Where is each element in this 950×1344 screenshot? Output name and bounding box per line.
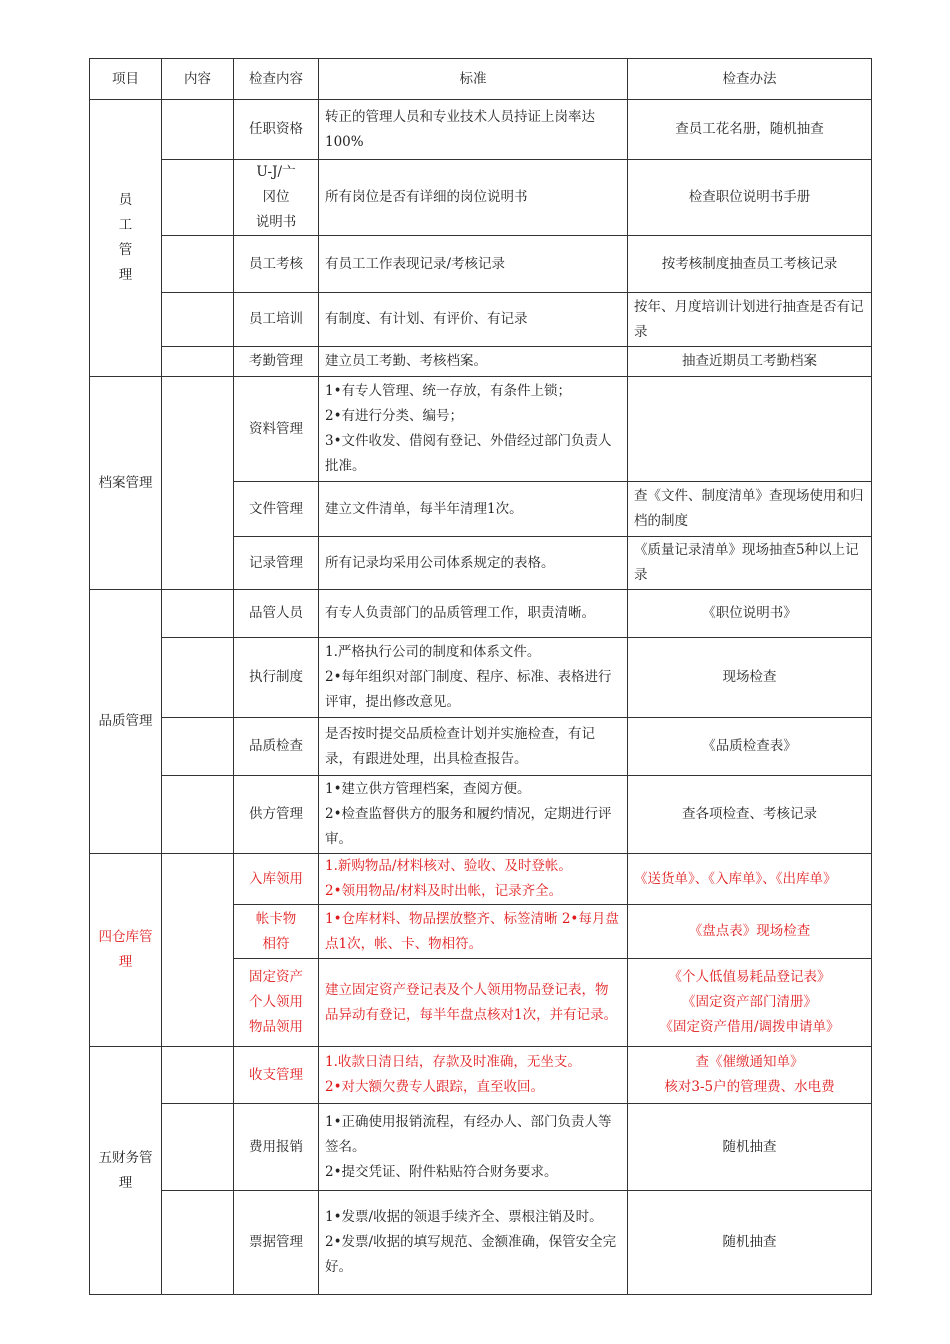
check-item — [234, 1191, 319, 1295]
check-item — [234, 854, 319, 905]
text-line: 冈位 — [262, 189, 290, 205]
content-cell — [162, 377, 234, 590]
check-item — [234, 537, 319, 590]
table-row — [90, 1191, 872, 1295]
text-line: 《职位说明书》 — [702, 605, 797, 621]
standard-cell — [319, 160, 628, 236]
method-cell — [628, 377, 872, 482]
text-line: 收支管理 — [249, 1066, 303, 1083]
text-line: 随机抽查 — [722, 1138, 777, 1155]
text-line: 2•对大额欠费专人跟踪，直至收回。 — [325, 1079, 545, 1095]
check-item — [234, 638, 319, 718]
standard-cell — [319, 1047, 628, 1104]
text-line: 员工培训 — [249, 311, 303, 327]
method-cell — [628, 905, 872, 959]
method-cell — [628, 959, 872, 1047]
method-cell — [628, 590, 872, 638]
table-row — [90, 293, 872, 347]
text-line: 1•发票/收据的领退手续齐全、票根注销及时。 — [325, 1209, 603, 1225]
text-line: 2•领用物品/材料及时出帐，记录齐全。 — [325, 883, 563, 899]
method-cell — [628, 1047, 872, 1104]
check-item — [234, 347, 319, 377]
table-row — [90, 854, 872, 905]
check-item — [234, 959, 319, 1047]
method-cell — [628, 293, 872, 347]
text-line: 所有记录均采用公司体系规定的表格。 — [325, 554, 555, 571]
text-line: 帐卡物 — [255, 910, 297, 927]
standard-cell — [319, 537, 628, 590]
text-line: 品管人员 — [249, 605, 303, 621]
text-line: 建立固定资产登记表及个人领用物品登记表，物品异动有登记，每半年盘点核对1次，并有记录。 — [325, 981, 618, 1023]
text-line: 资料管理 — [249, 420, 303, 437]
table-body — [90, 100, 872, 1295]
content-cell — [162, 293, 234, 347]
method-cell — [628, 537, 872, 590]
check-item — [234, 905, 319, 959]
text-line: 建立员工考勤、考核档案。 — [325, 353, 487, 369]
text-line: 档案管理 — [98, 474, 153, 491]
standard-cell — [319, 590, 628, 638]
text-line: 所有岗位是否有详细的岗位说明书 — [325, 189, 528, 205]
inspection-table — [89, 58, 872, 1295]
table-row — [90, 1047, 872, 1104]
text-line: 票据管理 — [249, 1234, 303, 1250]
text-line: 检查职位说明书手册 — [688, 189, 811, 205]
content-cell — [162, 160, 234, 236]
text-line: 物品领用 — [249, 1019, 303, 1035]
text-line: 查《文件、制度清单》查现场使用和归档的制度 — [634, 488, 864, 529]
standard-cell — [319, 854, 628, 905]
method-cell — [628, 776, 872, 854]
text-line: 四仓库管 — [98, 929, 153, 945]
text-line: 执行制度 — [249, 669, 303, 685]
standard-cell — [319, 377, 628, 482]
header-standard: 标准 — [319, 59, 628, 100]
standard-cell — [319, 293, 628, 347]
text-line: 1.收款日清日结，存款及时准确，无坐支。 — [325, 1054, 581, 1070]
text-line: 品质管理 — [98, 713, 153, 729]
text-line: 考勤管理 — [249, 353, 303, 369]
table-row — [90, 160, 872, 236]
text-line: 记录管理 — [249, 554, 303, 571]
text-line: 管 — [118, 242, 133, 258]
text-line: 《个人低值易耗品登记表》 — [668, 969, 831, 985]
text-line: 现场检查 — [722, 669, 777, 685]
standard-cell — [319, 100, 628, 160]
text-line: 1•建立供方管理档案，查阅方便。 — [325, 781, 531, 797]
check-item — [234, 1047, 319, 1104]
text-line: 按年、月度培训计划进行抽查是否有记录 — [634, 298, 864, 340]
text-line: 查各项检查、考核记录 — [682, 806, 817, 822]
content-cell — [162, 718, 234, 776]
text-line: 《质量记录清单》现场抽查5种以上记录 — [634, 542, 859, 583]
standard-cell — [319, 959, 628, 1047]
header-row — [90, 59, 872, 100]
text-line: 《固定资产部门清册》 — [682, 994, 817, 1010]
check-item — [234, 377, 319, 482]
table-row — [90, 100, 872, 160]
text-line: 五财务管 — [98, 1149, 153, 1166]
method-cell — [628, 638, 872, 718]
method-cell — [628, 854, 872, 905]
text-line: 转正的管理人员和专业技术人员持证上岗率达100% — [325, 108, 595, 150]
table-row — [90, 1104, 872, 1191]
standard-cell — [319, 347, 628, 377]
header-method: 检查办法 — [628, 59, 872, 100]
text-line: 2•检查监督供方的服务和履约情况，定期进行评审。 — [325, 806, 612, 847]
check-item — [234, 590, 319, 638]
table-row — [90, 377, 872, 482]
text-line: 《送货单》、《入库单》、《出库单》 — [634, 870, 837, 887]
text-line: 固定资产 — [249, 969, 303, 985]
check-item — [234, 1104, 319, 1191]
header-check-content: 检查内容 — [234, 59, 319, 100]
text-line: 建立文件清单，每半年清理1次。 — [325, 500, 523, 517]
method-cell — [628, 100, 872, 160]
text-line: 有制度、有计划、有评价、有记录 — [325, 311, 528, 327]
standard-cell — [319, 1191, 628, 1295]
text-line: 有专人负责部门的品质管理工作，职责清晰。 — [325, 605, 595, 621]
text-line: 理 — [118, 1174, 133, 1191]
table-row — [90, 776, 872, 854]
text-line: 员 — [118, 192, 133, 208]
text-line: 任职资格 — [249, 121, 303, 137]
text-line: 3•文件收发、借阅有登记、外借经过部门负责人批准。 — [325, 433, 612, 474]
standard-cell — [319, 905, 628, 959]
text-line: 理 — [118, 267, 133, 283]
text-line: 《盘点表》现场检查 — [688, 923, 811, 939]
method-cell — [628, 347, 872, 377]
text-line: 查员工花名册，随机抽查 — [675, 121, 824, 137]
section-title — [90, 854, 162, 1047]
text-line: 员工考核 — [249, 255, 303, 272]
text-line: 文件管理 — [249, 500, 303, 517]
content-cell — [162, 1104, 234, 1191]
content-cell — [162, 100, 234, 160]
table-row — [90, 590, 872, 638]
table-row — [90, 718, 872, 776]
content-cell — [162, 854, 234, 1047]
table-row — [90, 638, 872, 718]
text-line: 查《催缴通知单》 — [695, 1054, 804, 1070]
standard-cell — [319, 236, 628, 293]
content-cell — [162, 236, 234, 293]
check-item — [234, 718, 319, 776]
text-line: 按考核制度抽查员工考核记录 — [661, 255, 838, 272]
text-line: 《固定资产借用/调拨申请单》 — [659, 1019, 840, 1035]
content-cell — [162, 1191, 234, 1295]
content-cell — [162, 638, 234, 718]
text-line: 抽查近期员工考勤档案 — [682, 353, 817, 369]
standard-cell — [319, 776, 628, 854]
text-line: 说明书 — [255, 214, 297, 230]
text-line: 有员工工作表现记录/考核记录 — [325, 255, 506, 272]
check-item — [234, 776, 319, 854]
text-line: 2•有进行分类、编号； — [325, 408, 464, 424]
text-line: 费用报销 — [249, 1138, 303, 1155]
standard-cell — [319, 638, 628, 718]
text-line: 1•有专人管理、统一存放，有条件上锁； — [325, 383, 572, 399]
method-cell — [628, 160, 872, 236]
text-line: 理 — [118, 954, 133, 970]
content-cell — [162, 590, 234, 638]
check-item — [234, 482, 319, 537]
standard-cell — [319, 1104, 628, 1191]
text-line: 随机抽查 — [722, 1234, 777, 1250]
check-item — [234, 100, 319, 160]
text-line: U-J/亠 — [256, 164, 296, 180]
text-line: 2•提交凭证、附件粘贴符合财务要求。 — [325, 1163, 558, 1180]
text-line: 相符 — [262, 935, 290, 952]
text-line: 1.严格执行公司的制度和体系文件。 — [325, 644, 541, 660]
header-content: 内容 — [162, 59, 234, 100]
method-cell — [628, 718, 872, 776]
content-cell — [162, 776, 234, 854]
check-item — [234, 160, 319, 236]
method-cell — [628, 1191, 872, 1295]
check-item — [234, 293, 319, 347]
text-line: 品质检查 — [249, 738, 303, 754]
section-title — [90, 1047, 162, 1295]
section-title — [90, 590, 162, 854]
text-line: 2•每年组织对部门制度、程序、标准、表格进行评审，提出修改意见。 — [325, 669, 612, 710]
text-line: 工 — [118, 217, 133, 233]
standard-cell — [319, 718, 628, 776]
text-line: 1.新购物品/材料核对、验收、及时登帐。 — [325, 858, 572, 874]
check-item — [234, 236, 319, 293]
section-title — [90, 100, 162, 377]
content-cell — [162, 347, 234, 377]
table-row — [90, 347, 872, 377]
text-line: 入库领用 — [249, 870, 303, 887]
standard-cell — [319, 482, 628, 537]
header-item: 项目 — [90, 59, 162, 100]
section-title — [90, 377, 162, 590]
text-line: 是否按时提交品质检查计划并实施检查，有记录，有跟进处理，出具检查报告。 — [325, 725, 595, 767]
text-line: 1•正确使用报销流程，有经办人、部门负责人等签名。 — [325, 1113, 612, 1155]
content-cell — [162, 1047, 234, 1104]
method-cell — [628, 1104, 872, 1191]
text-line: 供方管理 — [249, 806, 303, 822]
text-line: 《品质检查表》 — [702, 738, 797, 754]
text-line: 核对3-5户的管理费、水电费 — [664, 1079, 835, 1095]
text-line: 2•发票/收据的填写规范、金额准确，保管安全完好。 — [325, 1234, 617, 1275]
method-cell — [628, 482, 872, 537]
text-line: 个人领用 — [249, 994, 303, 1010]
text-line: 1•仓库材料、物品摆放整齐、标签清晰 2•每月盘点1次，帐、卡、物相符。 — [325, 910, 619, 952]
table-row — [90, 236, 872, 293]
method-cell — [628, 236, 872, 293]
